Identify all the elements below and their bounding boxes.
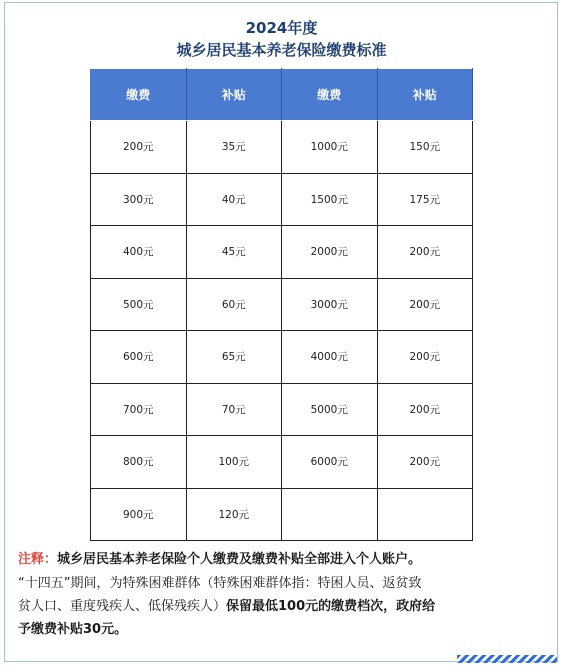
table-cell: 3000元 [282,278,378,331]
table-cell: 1000元 [282,121,378,174]
note-line-1 [18,549,548,571]
header-subsidy-1: 补贴 [186,69,282,121]
table-cell: 45元 [186,226,282,279]
decorative-stripes [457,655,557,663]
table-row [91,488,473,541]
page-title: 城乡居民基本养老保险缴费标准 [176,41,387,59]
table-cell: 200元 [377,436,473,489]
table-row [91,331,473,384]
header-contribution-1: 缴费 [91,69,187,121]
table-cell: 200元 [377,331,473,384]
table-cell [377,488,473,541]
table-row [91,226,473,279]
table-cell: 200元 [91,121,187,174]
header-contribution-2: 缴费 [282,69,378,121]
table-cell: 175元 [377,173,473,226]
table-cell: 4000元 [282,331,378,384]
contribution-table [90,68,473,541]
table-row [91,383,473,436]
table-cell: 500元 [91,278,187,331]
note-line-2: “十四五”期间，为特殊困难群体（特殊困难群体指：特困人员、返贫致 [18,576,422,591]
table-cell: 70元 [186,383,282,436]
note-text-1: 城乡居民基本养老保险个人缴费及缴费补贴全部进入个人账户。 [57,552,422,567]
table-cell: 400元 [91,226,187,279]
table-cell: 150元 [377,121,473,174]
table-row [91,278,473,331]
note-line-3 [18,596,548,618]
note-text-4-bold: 予缴费补贴30元。 [18,622,128,637]
table-cell: 100元 [186,436,282,489]
table-cell: 200元 [377,383,473,436]
table-cell: 800元 [91,436,187,489]
table-cell: 900元 [91,488,187,541]
table-cell: 40元 [186,173,282,226]
table-row [91,436,473,489]
page-title-year: 2024年度 [245,19,318,37]
table-cell: 1500元 [282,173,378,226]
table-cell: 200元 [377,278,473,331]
table-header-row [91,69,473,121]
table-row [91,173,473,226]
note-text-3-bold: 保留最低100元的缴费档次，政府给 [226,599,436,614]
table-cell: 2000元 [282,226,378,279]
table-cell: 35元 [186,121,282,174]
note-line-4 [18,619,548,641]
table-cell: 65元 [186,331,282,384]
table-cell: 200元 [377,226,473,279]
table-cell: 120元 [186,488,282,541]
header-subsidy-2: 补贴 [377,69,473,121]
note-text-3: 贫人口、重度残疾人、低保残疾人） [18,599,227,614]
table-cell: 700元 [91,383,187,436]
table-cell: 300元 [91,173,187,226]
table-cell: 5000元 [282,383,378,436]
table-cell [282,488,378,541]
table-cell: 60元 [186,278,282,331]
note-label: 注释： [18,552,58,567]
table-cell: 600元 [91,331,187,384]
table-cell: 6000元 [282,436,378,489]
table-row [91,121,473,174]
